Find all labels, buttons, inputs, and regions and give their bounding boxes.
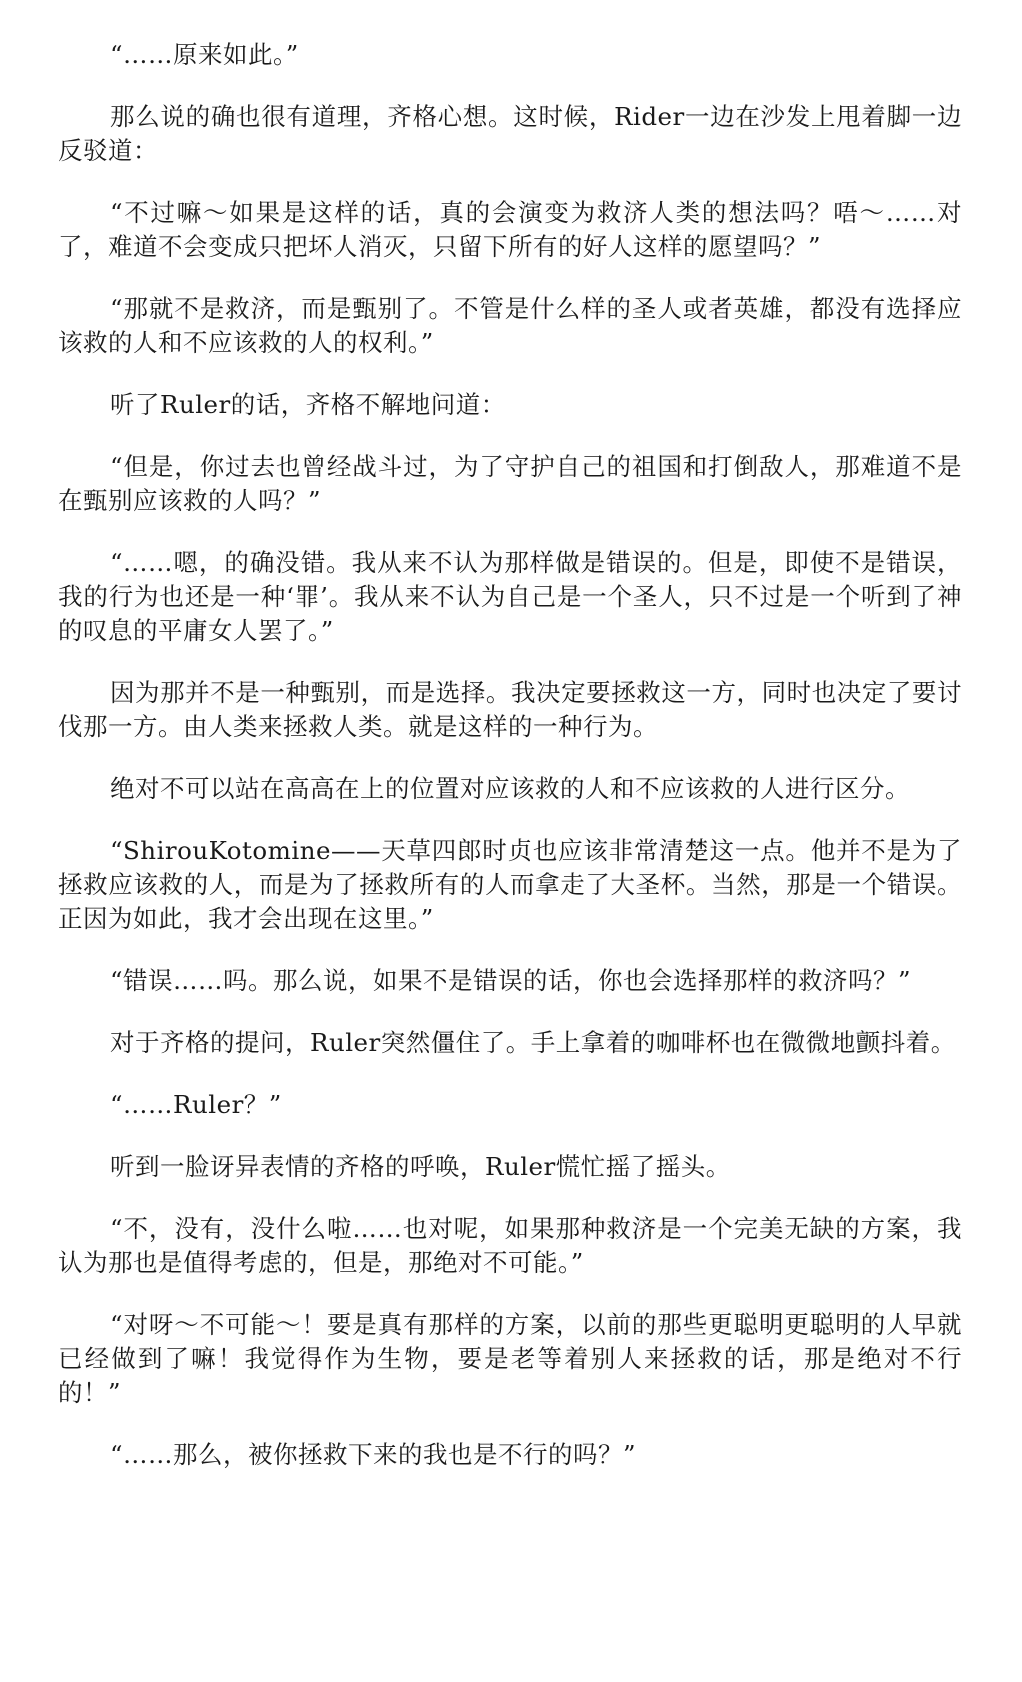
paragraph: 听了Ruler的话，齐格不解地问道：: [110, 390, 506, 419]
document-page: [58, 38, 962, 1500]
paragraph: “ShirouKotomine——天草四郎时贞也应该非常清楚这一点。他并不是为了拯救应该救的人，而是为了拯救所有的人而拿走了大圣杯。当然，那是一个错误。正因为如此，我才会出现在这里。”: [58, 836, 962, 933]
paragraph: “……Ruler？”: [110, 1090, 282, 1119]
paragraph: 绝对不可以站在高高在上的位置对应该救的人和不应该救的人进行区分。: [110, 774, 910, 803]
paragraph: “不过嘛～如果是这样的话，真的会演变为救济人类的想法吗？唔～……对了，难道不会变成只把坏人消灭，只留下所有的好人这样的愿望吗？”: [58, 198, 962, 261]
paragraph: 对于齐格的提问，Ruler突然僵住了。手上拿着的咖啡杯也在微微地颤抖着。: [110, 1028, 956, 1057]
paragraph: “那就不是救济，而是甄别了。不管是什么样的圣人或者英雄，都没有选择应该救的人和不应该救的人的权利。”: [58, 294, 962, 357]
paragraph: “……原来如此。”: [110, 40, 299, 69]
paragraph: “不，没有，没什么啦……也对呢，如果那种救济是一个完美无缺的方案，我认为那也是值得考虑的，但是，那绝对不可能。”: [58, 1214, 962, 1277]
paragraph: “对呀～不可能～！要是真有那样的方案，以前的那些更聪明更聪明的人早就已经做到了嘛！我觉得作为生物，要是老等着别人来拯救的话，那是绝对不行的！”: [58, 1310, 962, 1407]
paragraph: “错误……吗。那么说，如果不是错误的话，你也会选择那样的救济吗？”: [110, 966, 912, 995]
paragraph: “……嗯，的确没错。我从来不认为那样做是错误的。但是，即使不是错误，我的行为也还是一种‘罪’。我从来不认为自己是一个圣人，只不过是一个听到了神的叹息的平庸女人罢了。”: [58, 548, 962, 645]
paragraph: “……那么，被你拯救下来的我也是不行的吗？”: [110, 1440, 637, 1469]
paragraph: 那么说的确也很有道理，齐格心想。这时候，Rider一边在沙发上甩着脚一边反驳道：: [58, 102, 962, 165]
paragraph: “但是，你过去也曾经战斗过，为了守护自己的祖国和打倒敌人，那难道不是在甄别应该救的人吗？”: [58, 452, 962, 515]
paragraph: 听到一脸讶异表情的齐格的呼唤，Ruler慌忙摇了摇头。: [110, 1152, 731, 1181]
paragraph: 因为那并不是一种甄别，而是选择。我决定要拯救这一方，同时也决定了要讨伐那一方。由人类来拯救人类。就是这样的一种行为。: [58, 678, 962, 741]
